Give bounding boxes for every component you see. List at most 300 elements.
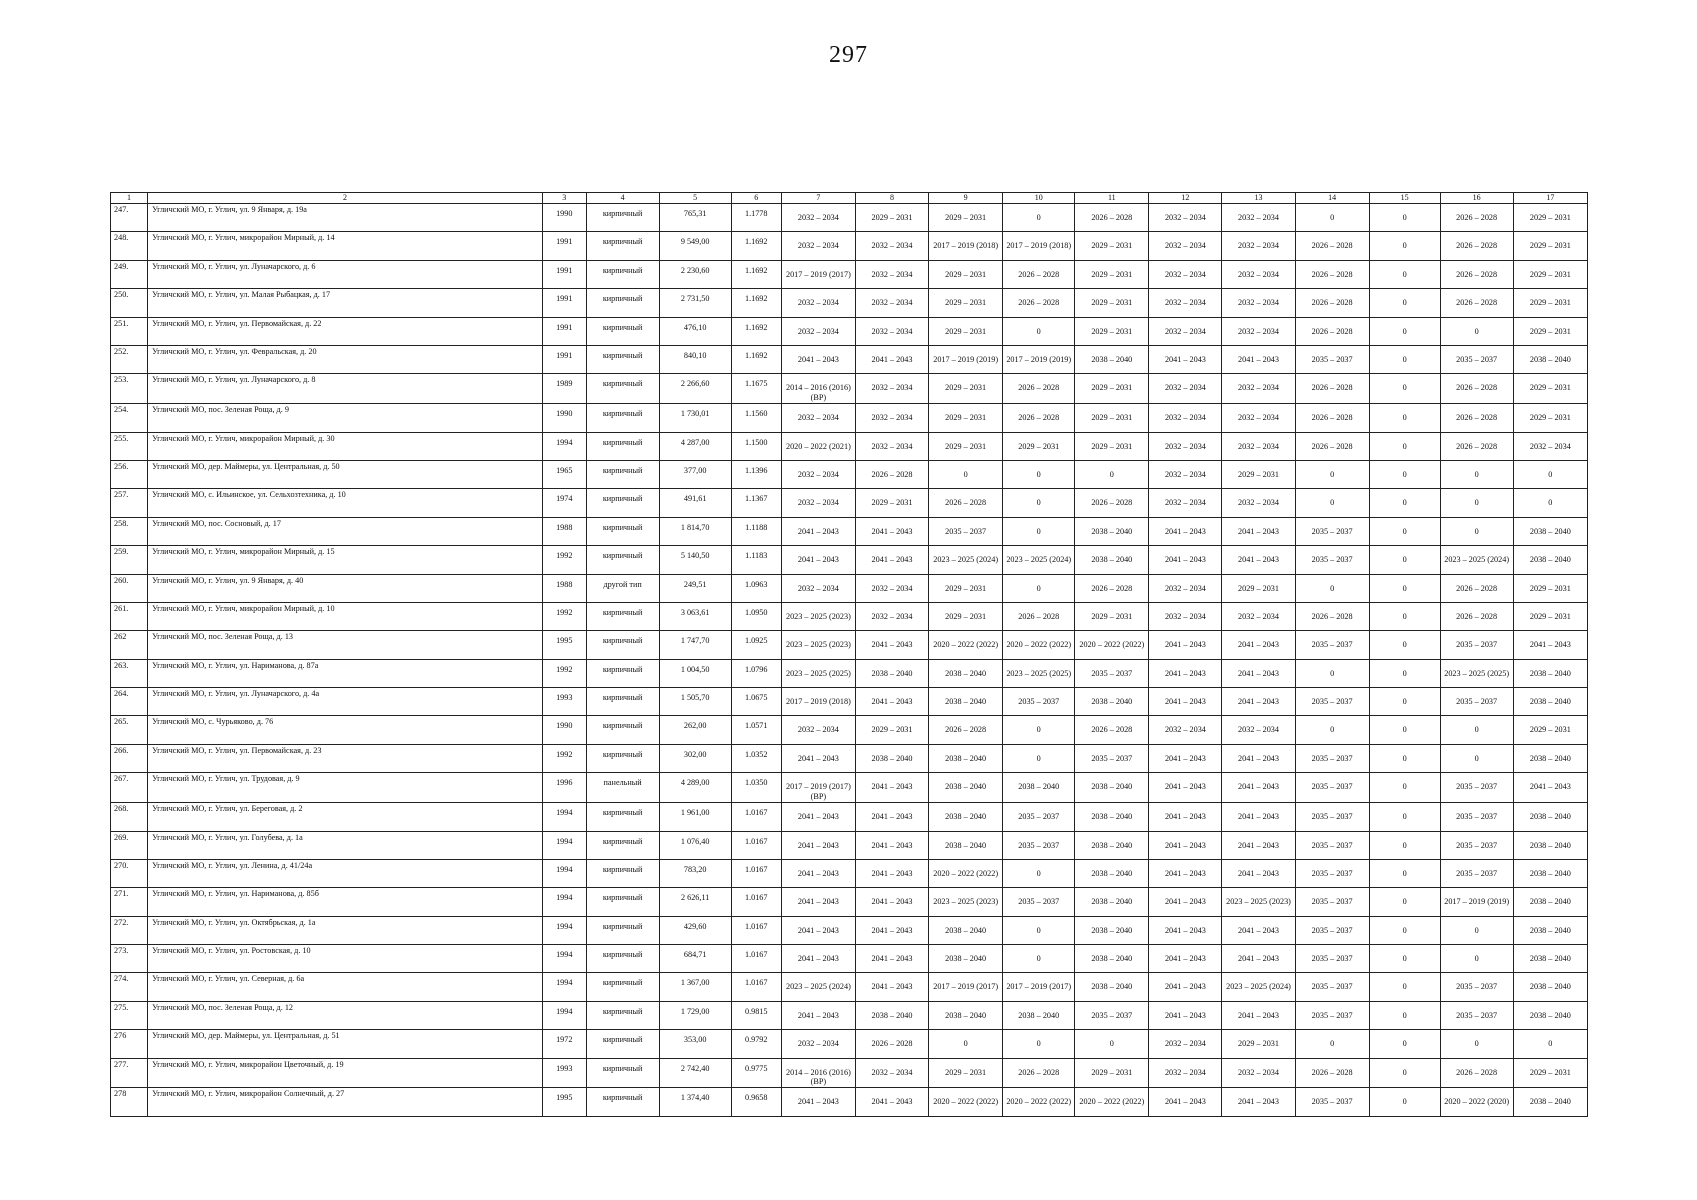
period-cell: 2041 – 2043: [1149, 1088, 1222, 1116]
period-cell: 2038 – 2040: [1075, 888, 1149, 916]
year-cell: 1994: [542, 803, 586, 831]
period-cell: 0: [1369, 432, 1440, 460]
period-cell: 2029 – 2031: [1513, 574, 1587, 602]
coefficient-cell: 1.0167: [731, 888, 781, 916]
period-cell: 2032 – 2034: [1222, 716, 1295, 744]
period-cell: 2035 – 2037: [1295, 831, 1369, 859]
period-cell: 2041 – 2043: [1149, 973, 1222, 1001]
period-cell: 0: [1369, 1030, 1440, 1058]
address-cell: Угличский МО, г. Углич, ул. Ленина, д. 41/24а: [148, 859, 543, 887]
period-cell: 2038 – 2040: [929, 945, 1003, 973]
table-row: [111, 317, 1588, 345]
area-cell: 1 747,70: [659, 631, 731, 659]
period-cell: 2038 – 2040: [1075, 945, 1149, 973]
row-number-cell: 247.: [111, 204, 148, 232]
column-header-15: 15: [1369, 193, 1440, 204]
period-cell: 2032 – 2034: [781, 460, 855, 488]
column-header-2: 2: [148, 193, 543, 204]
material-cell: кирпичный: [586, 744, 659, 772]
period-cell: 0: [1369, 888, 1440, 916]
period-cell: 2032 – 2034: [855, 260, 928, 288]
period-cell: 2020 – 2022 (2022): [1003, 631, 1075, 659]
row-number-cell: 268.: [111, 803, 148, 831]
year-cell: 1988: [542, 517, 586, 545]
period-cell: 2035 – 2037: [1295, 517, 1369, 545]
period-cell: 0: [1369, 460, 1440, 488]
area-cell: 2 266,60: [659, 374, 731, 404]
period-cell: 2017 – 2019 (2017) (ВР): [781, 773, 855, 803]
coefficient-cell: 0.9658: [731, 1088, 781, 1116]
period-cell: 2020 – 2022 (2022): [1075, 1088, 1149, 1116]
period-cell: 0: [1513, 460, 1587, 488]
row-number-cell: 275.: [111, 1001, 148, 1029]
table-row: [111, 973, 1588, 1001]
period-cell: 0: [1369, 945, 1440, 973]
material-cell: кирпичный: [586, 232, 659, 260]
period-cell: 2041 – 2043: [781, 945, 855, 973]
period-cell: 2032 – 2034: [781, 489, 855, 517]
material-cell: кирпичный: [586, 831, 659, 859]
period-cell: 2035 – 2037: [1003, 888, 1075, 916]
row-number-cell: 250.: [111, 289, 148, 317]
period-cell: 2032 – 2034: [781, 232, 855, 260]
row-number-cell: 258.: [111, 517, 148, 545]
period-cell: 2041 – 2043: [1222, 1088, 1295, 1116]
coefficient-cell: 1.1692: [731, 289, 781, 317]
period-cell: 0: [1003, 460, 1075, 488]
period-cell: 0: [1003, 859, 1075, 887]
period-cell: 2035 – 2037: [1440, 631, 1513, 659]
year-cell: 1994: [542, 432, 586, 460]
period-cell: 2038 – 2040: [929, 688, 1003, 716]
period-cell: 2032 – 2034: [855, 317, 928, 345]
period-cell: 0: [1369, 574, 1440, 602]
address-cell: Угличский МО, г. Углич, ул. 9 Января, д. 19а: [148, 204, 543, 232]
area-cell: 4 289,00: [659, 773, 731, 803]
period-cell: 2023 – 2025 (2025): [1003, 659, 1075, 687]
table-row: [111, 688, 1588, 716]
period-cell: 2041 – 2043: [855, 517, 928, 545]
row-number-cell: 274.: [111, 973, 148, 1001]
period-cell: 2035 – 2037: [929, 517, 1003, 545]
period-cell: 2032 – 2034: [781, 1030, 855, 1058]
year-cell: 1994: [542, 859, 586, 887]
period-cell: 2035 – 2037: [1075, 659, 1149, 687]
table-row: [111, 546, 1588, 574]
year-cell: 1974: [542, 489, 586, 517]
address-cell: Угличский МО, г. Углич, ул. Береговая, д. 2: [148, 803, 543, 831]
row-number-cell: 248.: [111, 232, 148, 260]
period-cell: 2041 – 2043: [1222, 688, 1295, 716]
period-cell: 2041 – 2043: [1222, 631, 1295, 659]
period-cell: 2026 – 2028: [1295, 260, 1369, 288]
address-cell: Угличский МО, г. Углич, микрорайон Солнечный, д. 27: [148, 1088, 543, 1116]
year-cell: 1990: [542, 404, 586, 432]
period-cell: 2026 – 2028: [1440, 1058, 1513, 1088]
period-cell: 2026 – 2028: [1295, 432, 1369, 460]
address-cell: Угличский МО, с. Ильинское, ул. Сельхозтехника, д. 10: [148, 489, 543, 517]
period-cell: 2029 – 2031: [1075, 432, 1149, 460]
year-cell: 1994: [542, 973, 586, 1001]
period-cell: 2017 – 2019 (2018): [1003, 232, 1075, 260]
period-cell: 2032 – 2034: [1149, 404, 1222, 432]
period-cell: 2035 – 2037: [1295, 916, 1369, 944]
period-cell: 2038 – 2040: [1513, 945, 1587, 973]
period-cell: 2038 – 2040: [1075, 517, 1149, 545]
coefficient-cell: 1.0675: [731, 688, 781, 716]
period-cell: 2041 – 2043: [855, 803, 928, 831]
period-cell: 2032 – 2034: [1149, 1030, 1222, 1058]
period-cell: 0: [1295, 460, 1369, 488]
coefficient-cell: 1.0167: [731, 916, 781, 944]
table-row: [111, 204, 1588, 232]
table-row: [111, 1088, 1588, 1116]
period-cell: 2032 – 2034: [855, 1058, 928, 1088]
coefficient-cell: 1.1188: [731, 517, 781, 545]
area-cell: 9 549,00: [659, 232, 731, 260]
coefficient-cell: 1.1692: [731, 317, 781, 345]
period-cell: 2032 – 2034: [1222, 1058, 1295, 1088]
row-number-cell: 271.: [111, 888, 148, 916]
table-row: [111, 260, 1588, 288]
period-cell: 2035 – 2037: [1003, 688, 1075, 716]
address-cell: Угличский МО, г. Углич, ул. 9 Января, д. 40: [148, 574, 543, 602]
address-cell: Угличский МО, дер. Маймеры, ул. Центральная, д. 50: [148, 460, 543, 488]
period-cell: 2026 – 2028: [1440, 602, 1513, 630]
period-cell: 2041 – 2043: [1149, 831, 1222, 859]
period-cell: 2038 – 2040: [1513, 803, 1587, 831]
period-cell: 2032 – 2034: [1149, 460, 1222, 488]
period-cell: 0: [1513, 1030, 1587, 1058]
period-cell: 2029 – 2031: [929, 602, 1003, 630]
address-cell: Угличский МО, пос. Сосновый, д. 17: [148, 517, 543, 545]
area-cell: 1 961,00: [659, 803, 731, 831]
row-number-cell: 254.: [111, 404, 148, 432]
year-cell: 1988: [542, 574, 586, 602]
period-cell: 2032 – 2034: [1222, 204, 1295, 232]
address-cell: Угличский МО, пос. Зеленая Роща, д. 12: [148, 1001, 543, 1029]
table-row: [111, 602, 1588, 630]
row-number-cell: 270.: [111, 859, 148, 887]
material-cell: другой тип: [586, 574, 659, 602]
period-cell: 2041 – 2043: [1149, 803, 1222, 831]
address-cell: Угличский МО, г. Углич, микрорайон Цветочный, д. 19: [148, 1058, 543, 1088]
material-cell: кирпичный: [586, 659, 659, 687]
area-cell: 249,51: [659, 574, 731, 602]
period-cell: 2035 – 2037: [1295, 773, 1369, 803]
address-cell: Угличский МО, г. Углич, ул. Нариманова, д. 85б: [148, 888, 543, 916]
period-cell: 2041 – 2043: [1222, 659, 1295, 687]
row-number-cell: 273.: [111, 945, 148, 973]
period-cell: 2032 – 2034: [1149, 1058, 1222, 1088]
period-cell: 2032 – 2034: [855, 602, 928, 630]
period-cell: 2041 – 2043: [781, 1001, 855, 1029]
address-cell: Угличский МО, г. Углич, ул. Ростовская, д. 10: [148, 945, 543, 973]
period-cell: 2026 – 2028: [1295, 232, 1369, 260]
period-cell: 2023 – 2025 (2024): [1003, 546, 1075, 574]
period-cell: 2029 – 2031: [1075, 260, 1149, 288]
material-cell: кирпичный: [586, 888, 659, 916]
period-cell: 2029 – 2031: [1513, 232, 1587, 260]
period-cell: 0: [1003, 916, 1075, 944]
period-cell: 2035 – 2037: [1003, 831, 1075, 859]
period-cell: 2038 – 2040: [1513, 859, 1587, 887]
period-cell: 2023 – 2025 (2024): [1222, 973, 1295, 1001]
area-cell: 262,00: [659, 716, 731, 744]
material-cell: кирпичный: [586, 289, 659, 317]
period-cell: 2029 – 2031: [929, 574, 1003, 602]
coefficient-cell: 1.0963: [731, 574, 781, 602]
material-cell: кирпичный: [586, 688, 659, 716]
period-cell: 2041 – 2043: [781, 345, 855, 373]
period-cell: 2026 – 2028: [1295, 289, 1369, 317]
material-cell: кирпичный: [586, 602, 659, 630]
period-cell: 2026 – 2028: [1003, 404, 1075, 432]
period-cell: 0: [1440, 517, 1513, 545]
period-cell: 2041 – 2043: [855, 773, 928, 803]
address-cell: Угличский МО, г. Углич, ул. Первомайская, д. 22: [148, 317, 543, 345]
material-cell: кирпичный: [586, 973, 659, 1001]
address-cell: Угличский МО, г. Углич, ул. Трудовая, д. 9: [148, 773, 543, 803]
period-cell: 2026 – 2028: [1295, 1058, 1369, 1088]
year-cell: 1992: [542, 659, 586, 687]
coefficient-cell: 1.0167: [731, 831, 781, 859]
column-header-8: 8: [855, 193, 928, 204]
area-cell: 353,00: [659, 1030, 731, 1058]
period-cell: 2029 – 2031: [1075, 374, 1149, 404]
period-cell: 2032 – 2034: [1149, 432, 1222, 460]
period-cell: 0: [1369, 773, 1440, 803]
row-number-cell: 252.: [111, 345, 148, 373]
period-cell: 2041 – 2043: [1149, 659, 1222, 687]
address-cell: Угличский МО, дер. Маймеры, ул. Центральная, д. 51: [148, 1030, 543, 1058]
table-row: [111, 773, 1588, 803]
address-cell: Угличский МО, г. Углич, ул. Голубева, д. 1а: [148, 831, 543, 859]
material-cell: кирпичный: [586, 432, 659, 460]
period-cell: 2026 – 2028: [1440, 289, 1513, 317]
material-cell: кирпичный: [586, 1058, 659, 1088]
period-cell: 2038 – 2040: [1075, 688, 1149, 716]
period-cell: 2038 – 2040: [855, 744, 928, 772]
period-cell: 2026 – 2028: [1440, 404, 1513, 432]
year-cell: 1996: [542, 773, 586, 803]
year-cell: 1991: [542, 232, 586, 260]
area-cell: 2 731,50: [659, 289, 731, 317]
row-number-cell: 276: [111, 1030, 148, 1058]
table-body: [111, 204, 1588, 1117]
year-cell: 1994: [542, 831, 586, 859]
coefficient-cell: 1.0167: [731, 973, 781, 1001]
period-cell: 2032 – 2034: [1222, 404, 1295, 432]
year-cell: 1993: [542, 688, 586, 716]
material-cell: кирпичный: [586, 716, 659, 744]
address-cell: Угличский МО, г. Углич, ул. Первомайская, д. 23: [148, 744, 543, 772]
period-cell: 2041 – 2043: [781, 859, 855, 887]
period-cell: 0: [1369, 602, 1440, 630]
period-cell: 2026 – 2028: [1003, 1058, 1075, 1088]
period-cell: 2026 – 2028: [1003, 602, 1075, 630]
period-cell: 2032 – 2034: [1149, 289, 1222, 317]
period-cell: 2026 – 2028: [1440, 260, 1513, 288]
period-cell: 0: [1003, 489, 1075, 517]
area-cell: 3 063,61: [659, 602, 731, 630]
period-cell: 2041 – 2043: [1222, 945, 1295, 973]
period-cell: 2041 – 2043: [1149, 859, 1222, 887]
address-cell: Угличский МО, г. Углич, ул. Луначарского, д. 4а: [148, 688, 543, 716]
area-cell: 2 742,40: [659, 1058, 731, 1088]
period-cell: 2035 – 2037: [1075, 1001, 1149, 1029]
period-cell: 2038 – 2040: [1513, 517, 1587, 545]
table-row: [111, 489, 1588, 517]
period-cell: 0: [1075, 1030, 1149, 1058]
period-cell: 2017 – 2019 (2019): [929, 345, 1003, 373]
period-cell: 2038 – 2040: [1075, 916, 1149, 944]
period-cell: 2041 – 2043: [781, 546, 855, 574]
period-cell: 2029 – 2031: [929, 260, 1003, 288]
year-cell: 1994: [542, 1001, 586, 1029]
period-cell: 0: [1003, 744, 1075, 772]
period-cell: 0: [1369, 232, 1440, 260]
period-cell: 2035 – 2037: [1295, 945, 1369, 973]
period-cell: 2026 – 2028: [1003, 374, 1075, 404]
period-cell: 2026 – 2028: [929, 489, 1003, 517]
period-cell: 2029 – 2031: [1513, 289, 1587, 317]
material-cell: кирпичный: [586, 345, 659, 373]
period-cell: 2035 – 2037: [1440, 688, 1513, 716]
period-cell: 2032 – 2034: [855, 404, 928, 432]
period-cell: 2038 – 2040: [1075, 773, 1149, 803]
row-number-cell: 255.: [111, 432, 148, 460]
coefficient-cell: 1.1396: [731, 460, 781, 488]
period-cell: 2038 – 2040: [1075, 859, 1149, 887]
period-cell: 2032 – 2034: [1149, 232, 1222, 260]
period-cell: 2035 – 2037: [1295, 888, 1369, 916]
year-cell: 1992: [542, 602, 586, 630]
column-header-10: 10: [1003, 193, 1075, 204]
table-row: [111, 803, 1588, 831]
year-cell: 1965: [542, 460, 586, 488]
period-cell: 2029 – 2031: [1513, 404, 1587, 432]
period-cell: 2041 – 2043: [781, 744, 855, 772]
address-cell: Угличский МО, г. Углич, микрорайон Мирный, д. 15: [148, 546, 543, 574]
period-cell: 0: [1369, 1058, 1440, 1088]
area-cell: 1 505,70: [659, 688, 731, 716]
period-cell: 2038 – 2040: [1075, 973, 1149, 1001]
period-cell: 2038 – 2040: [1075, 803, 1149, 831]
area-cell: 4 287,00: [659, 432, 731, 460]
period-cell: 2029 – 2031: [929, 404, 1003, 432]
area-cell: 476,10: [659, 317, 731, 345]
period-cell: 2026 – 2028: [1440, 574, 1513, 602]
period-cell: 2041 – 2043: [1222, 345, 1295, 373]
material-cell: кирпичный: [586, 260, 659, 288]
coefficient-cell: 0.9775: [731, 1058, 781, 1088]
coefficient-cell: 1.0571: [731, 716, 781, 744]
year-cell: 1995: [542, 1088, 586, 1116]
area-cell: 783,20: [659, 859, 731, 887]
period-cell: 0: [1369, 517, 1440, 545]
coefficient-cell: 1.0925: [731, 631, 781, 659]
period-cell: 2041 – 2043: [1513, 631, 1587, 659]
period-cell: 2029 – 2031: [929, 1058, 1003, 1088]
period-cell: 0: [1369, 374, 1440, 404]
period-cell: 2038 – 2040: [929, 803, 1003, 831]
period-cell: 2038 – 2040: [1513, 744, 1587, 772]
column-header-6: 6: [731, 193, 781, 204]
period-cell: 2026 – 2028: [1440, 432, 1513, 460]
coefficient-cell: 1.1183: [731, 546, 781, 574]
area-cell: 377,00: [659, 460, 731, 488]
period-cell: 2038 – 2040: [1075, 546, 1149, 574]
period-cell: 2026 – 2028: [1003, 260, 1075, 288]
period-cell: 2038 – 2040: [1075, 831, 1149, 859]
row-number-cell: 264.: [111, 688, 148, 716]
period-cell: 2038 – 2040: [929, 1001, 1003, 1029]
period-cell: 2032 – 2034: [781, 289, 855, 317]
period-cell: 0: [1369, 1001, 1440, 1029]
area-cell: 5 140,50: [659, 546, 731, 574]
area-cell: 1 730,01: [659, 404, 731, 432]
coefficient-cell: 1.0167: [731, 945, 781, 973]
row-number-cell: 266.: [111, 744, 148, 772]
row-number-cell: 262: [111, 631, 148, 659]
period-cell: 2023 – 2025 (2025): [781, 659, 855, 687]
period-cell: 2029 – 2031: [855, 489, 928, 517]
coefficient-cell: 1.1692: [731, 260, 781, 288]
period-cell: 2035 – 2037: [1003, 803, 1075, 831]
period-cell: 2032 – 2034: [1149, 602, 1222, 630]
period-cell: 2035 – 2037: [1295, 744, 1369, 772]
period-cell: 2029 – 2031: [1075, 289, 1149, 317]
period-cell: 2029 – 2031: [929, 432, 1003, 460]
table-row: [111, 374, 1588, 404]
area-cell: 2 626,11: [659, 888, 731, 916]
material-cell: кирпичный: [586, 204, 659, 232]
period-cell: 2041 – 2043: [781, 1088, 855, 1116]
period-cell: 2041 – 2043: [1222, 916, 1295, 944]
period-cell: 2038 – 2040: [929, 744, 1003, 772]
period-cell: 2029 – 2031: [1075, 1058, 1149, 1088]
column-header-3: 3: [542, 193, 586, 204]
period-cell: 2038 – 2040: [855, 1001, 928, 1029]
period-cell: 0: [1440, 744, 1513, 772]
row-number-cell: 277.: [111, 1058, 148, 1088]
table-row: [111, 744, 1588, 772]
period-cell: 2032 – 2034: [855, 574, 928, 602]
row-number-cell: 253.: [111, 374, 148, 404]
period-cell: 2041 – 2043: [781, 888, 855, 916]
row-number-cell: 257.: [111, 489, 148, 517]
area-cell: 1 814,70: [659, 517, 731, 545]
period-cell: 2041 – 2043: [1149, 345, 1222, 373]
period-cell: 2035 – 2037: [1075, 744, 1149, 772]
period-cell: 0: [1369, 803, 1440, 831]
header-row: [111, 193, 1588, 204]
coefficient-cell: 1.0796: [731, 659, 781, 687]
period-cell: 2032 – 2034: [1222, 289, 1295, 317]
period-cell: 0: [1003, 517, 1075, 545]
year-cell: 1993: [542, 1058, 586, 1088]
area-cell: 302,00: [659, 744, 731, 772]
table-row: [111, 345, 1588, 373]
page-number: 297: [829, 42, 868, 68]
column-header-11: 11: [1075, 193, 1149, 204]
period-cell: 2041 – 2043: [855, 546, 928, 574]
column-header-1: 1: [111, 193, 148, 204]
period-cell: 2041 – 2043: [855, 688, 928, 716]
year-cell: 1989: [542, 374, 586, 404]
period-cell: 0: [1369, 260, 1440, 288]
